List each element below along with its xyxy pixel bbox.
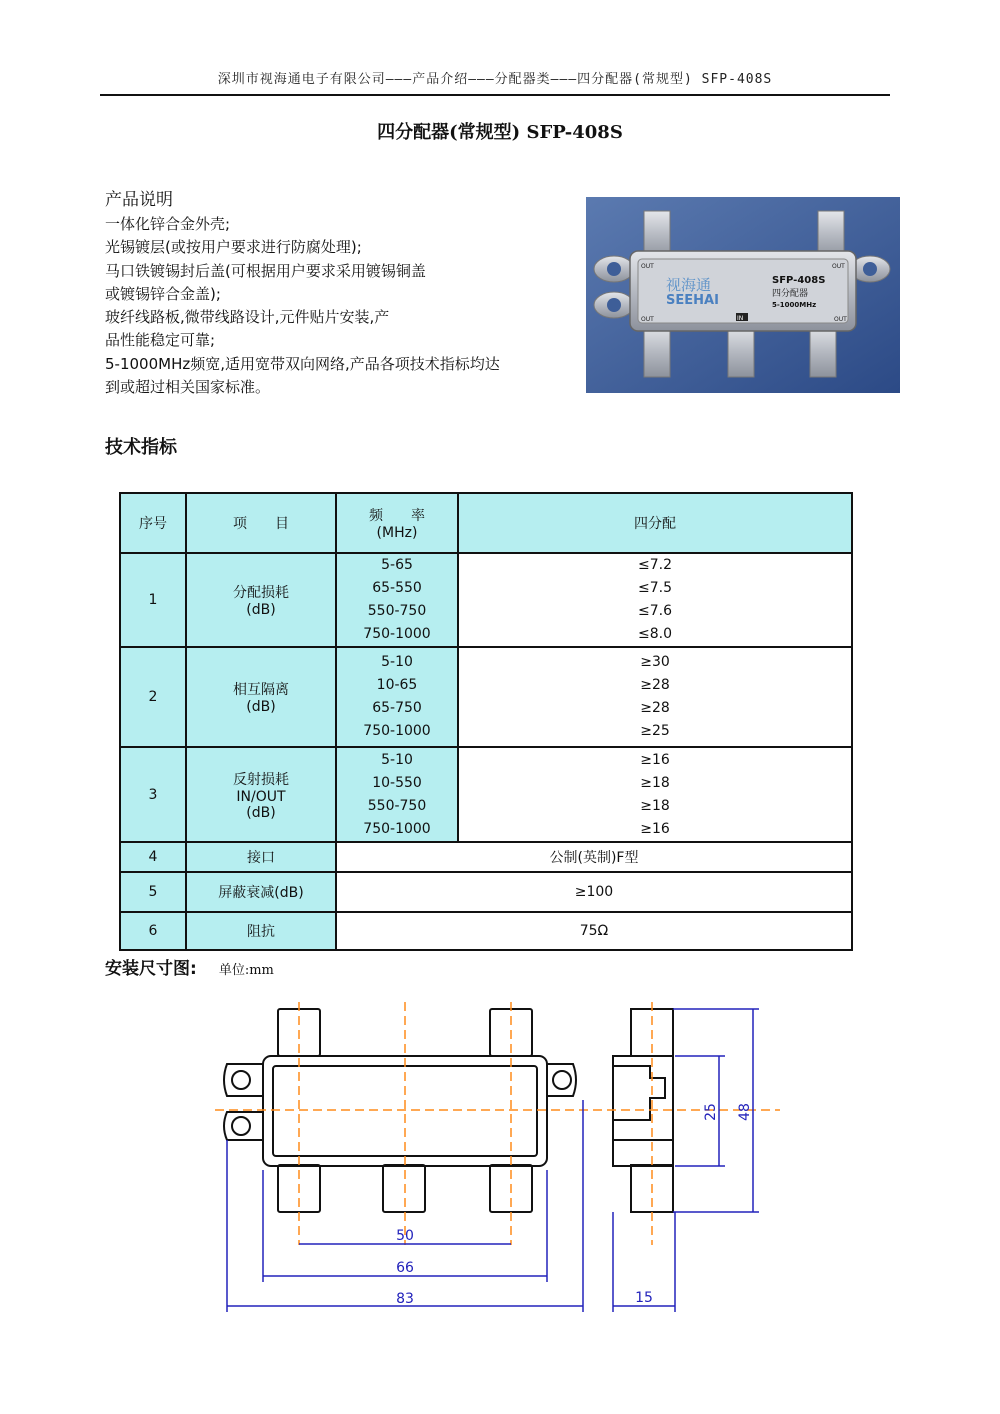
- header-item: 项 目: [186, 493, 336, 553]
- row-item: 屏蔽衰减(dB): [186, 872, 336, 912]
- specs-heading: 技术指标: [105, 437, 177, 458]
- value-cell: ≥25: [640, 723, 670, 739]
- product-photo: [586, 197, 900, 393]
- description-line: 光锡镀层(或按用户要求进行防腐处理);: [105, 238, 362, 257]
- specs-table: [119, 492, 853, 951]
- value-cell: ≤8.0: [638, 626, 672, 642]
- row-item: [186, 553, 336, 647]
- out-label: OUT: [641, 316, 654, 323]
- value-list: [458, 747, 852, 842]
- value-cell: ≤7.5: [638, 580, 672, 596]
- row-no: 4: [120, 842, 186, 872]
- row-item: 接口: [186, 842, 336, 872]
- item-sub: IN/OUT: [236, 788, 286, 805]
- row-no: 2: [120, 647, 186, 747]
- description-line: 马口铁镀锡封后盖(可根据用户要求采用镀锡铜盖: [105, 261, 426, 280]
- freq-cell: 10-65: [376, 677, 418, 693]
- freq-cell: 65-750: [372, 700, 422, 716]
- freq-cell: 750-1000: [363, 626, 431, 642]
- dimension-lines: [227, 1009, 759, 1312]
- value-cell: ≥28: [640, 677, 670, 693]
- photo-product: 四分配器: [772, 289, 809, 299]
- freq-list: [336, 747, 458, 842]
- description-line: 或镀锡锌合金盖);: [105, 284, 221, 303]
- freq-cell: 750-1000: [363, 820, 431, 837]
- table-row: [120, 553, 852, 647]
- dim-50: 50: [396, 1228, 414, 1244]
- brand-cn: 视海通: [666, 276, 712, 294]
- install-heading: [105, 954, 274, 979]
- dim-15: 15: [635, 1290, 653, 1306]
- value-cell: ≤7.2: [638, 557, 672, 573]
- dim-66: 66: [396, 1260, 414, 1276]
- table-row: [120, 747, 852, 842]
- value-list: [458, 647, 852, 747]
- row-value: ≥100: [336, 872, 852, 912]
- document-title: 四分配器(常规型) SFP-408S: [377, 122, 623, 143]
- table-row: [120, 842, 852, 872]
- description-line: 一体化锌合金外壳;: [105, 215, 231, 233]
- center-lines: [215, 1002, 780, 1245]
- dim-25: 25: [703, 1103, 719, 1121]
- out-label: OUT: [834, 316, 847, 323]
- out-label: OUT: [832, 263, 845, 270]
- row-item: [186, 647, 336, 747]
- install-unit: 单位:mm: [218, 963, 274, 978]
- dim-48: 48: [737, 1103, 753, 1121]
- description-heading: 产品说明: [105, 190, 173, 210]
- value-list: [458, 553, 852, 647]
- description-line: 玻纤线路板,微带线路设计,元件贴片安装,产: [105, 308, 390, 327]
- freq-list: [336, 647, 458, 747]
- value-cell: ≥30: [640, 654, 670, 670]
- item-name: 相互隔离: [233, 682, 289, 698]
- header-value: 四分配: [458, 493, 852, 553]
- value-cell: ≥16: [640, 751, 670, 768]
- dim-83: 83: [396, 1291, 414, 1307]
- page-header: 深圳市视海通电子有限公司———产品介绍———分配器类———四分配器(常规型) SFP-408S: [217, 72, 773, 87]
- item-unit: (dB): [246, 699, 276, 715]
- header-freq: [336, 493, 458, 553]
- table-row: [120, 912, 852, 950]
- description-line: 到或超过相关国家标准。: [105, 378, 271, 397]
- header-freq-unit: (MHz): [376, 525, 418, 541]
- value-cell: ≤7.6: [638, 603, 672, 619]
- row-item: 阻抗: [186, 912, 336, 950]
- freq-cell: 550-750: [367, 797, 427, 814]
- photo-band: 5-1000MHz: [772, 301, 817, 309]
- row-value: 公制(英制)F型: [336, 842, 852, 872]
- row-no: 1: [120, 553, 186, 647]
- description-line: 5-1000MHz频宽,适用宽带双向网络,产品各项技术指标均达: [105, 354, 500, 373]
- table-row: [120, 647, 852, 747]
- freq-list: [336, 553, 458, 647]
- photo-model: SFP-408S: [772, 275, 826, 286]
- freq-cell: 5-10: [381, 654, 413, 670]
- freq-cell: 5-65: [381, 557, 413, 573]
- value-cell: ≥18: [640, 774, 670, 791]
- freq-cell: 5-10: [381, 751, 413, 768]
- brand-en: SEEHAI: [666, 293, 719, 308]
- product-description: [105, 188, 585, 399]
- header-rule: [100, 94, 890, 96]
- description-line: 品性能稳定可靠;: [105, 331, 216, 350]
- item-name: 分配损耗: [233, 585, 289, 601]
- dimension-drawing: [215, 1000, 785, 1320]
- freq-cell: 550-750: [367, 603, 427, 619]
- row-value: 75Ω: [336, 912, 852, 950]
- row-no: 3: [120, 747, 186, 842]
- table-row: [120, 872, 852, 912]
- row-item: [186, 747, 336, 842]
- table-header-row: [120, 493, 852, 553]
- value-cell: ≥16: [640, 820, 670, 837]
- row-no: 5: [120, 872, 186, 912]
- item-unit: (dB): [246, 804, 276, 821]
- row-no: 6: [120, 912, 186, 950]
- header-no: 序号: [120, 493, 186, 553]
- in-label: IN: [737, 315, 744, 322]
- out-label: OUT: [641, 263, 654, 270]
- install-title: 安装尺寸图:: [105, 959, 197, 979]
- header-freq-label: 频 率: [369, 508, 425, 524]
- item-name: 反射损耗: [233, 771, 289, 788]
- freq-cell: 65-550: [372, 580, 422, 596]
- value-cell: ≥28: [640, 700, 670, 716]
- value-cell: ≥18: [640, 797, 670, 814]
- freq-cell: 750-1000: [363, 723, 431, 739]
- item-unit: (dB): [246, 602, 276, 618]
- freq-cell: 10-550: [372, 774, 422, 791]
